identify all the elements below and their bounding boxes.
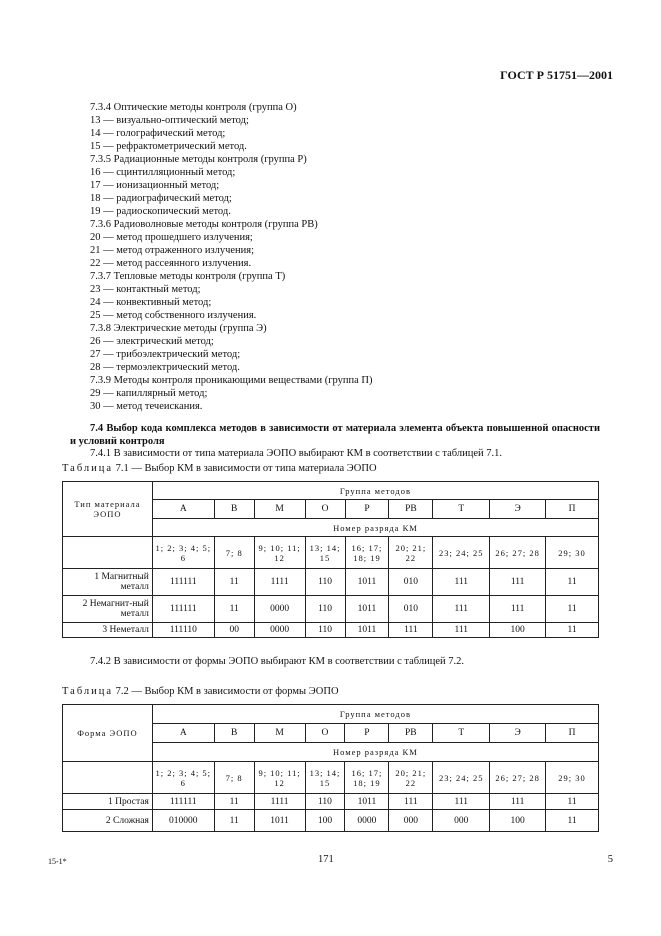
value-cell: 11 [546,569,599,596]
number-cell: 7; 8 [214,762,254,794]
row-label: 3 Неметалл [63,623,153,638]
list-line: 7.3.7 Тепловые методы контроля (группа Т) [90,271,286,282]
list-line: 26 — электрический метод; [90,336,214,347]
table-7-1 [62,481,599,638]
list-line: 16 — сцинтилляционный метод; [90,167,236,178]
number-cell: 16; 17; 18; 19 [345,537,389,569]
list-line: 24 — конвективный метод; [90,297,212,308]
value-cell: 110 [305,623,345,638]
value-cell: 010 [389,596,433,623]
caption-label: Таблица [62,463,114,474]
value-cell: 1011 [345,623,389,638]
group-cell: А [152,500,214,519]
group-cell: Э [490,500,546,519]
value-cell: 11 [214,810,254,832]
number-cell: 26; 27; 28 [490,537,546,569]
number-header: Номер разряда КМ [152,743,598,762]
value-cell: 100 [490,810,546,832]
group-cell: В [214,500,254,519]
number-cell: 1; 2; 3; 4; 5; 6 [152,537,214,569]
number-cell: 29; 30 [546,762,599,794]
value-cell: 111110 [152,623,214,638]
footer-mark: 15-1* [48,857,67,866]
group-cell: Э [490,724,546,743]
number-cell: 7; 8 [214,537,254,569]
value-cell: 0000 [345,810,389,832]
group-cell: М [254,724,305,743]
list-line: 17 — ионизационный метод; [90,180,220,191]
value-cell: 111 [433,794,490,810]
number-cell: 23; 24; 25 [433,537,490,569]
list-line: 19 — радиоскопический метод. [90,206,231,217]
group-cell: О [305,724,345,743]
number-cell: 20; 21; 22 [389,762,433,794]
group-cell: О [305,500,345,519]
table-7-2 [62,704,599,832]
section-7-4-heading: 7.4 Выбор кода комплекса методов в зависимости от материала элемента объекта повышенной опасности и условий контроля [70,423,600,447]
list-line: 13 — визуально-оптический метод; [90,115,249,126]
number-header: Номер разряда КМ [152,519,598,537]
value-cell: 1111 [254,794,305,810]
paragraph-7-4-2: 7.4.2 В зависимости от формы ЭОПО выбирают КМ в соответствии с таблицей 7.2. [90,656,464,667]
method-list [90,101,610,413]
value-cell: 111 [389,794,433,810]
number-cell: 13; 14; 15 [305,537,345,569]
value-cell: 11 [546,794,599,810]
list-line: 27 — трибоэлектрический метод; [90,349,241,360]
group-cell: РВ [389,500,433,519]
group-cell: Р [345,724,389,743]
value-cell: 000 [433,810,490,832]
value-cell: 111111 [152,596,214,623]
value-cell: 111 [389,623,433,638]
list-line: 7.3.6 Радиоволновые методы контроля (группа РВ) [90,219,318,230]
page-number-center: 171 [318,854,334,865]
value-cell: 11 [546,596,599,623]
value-cell: 11 [546,810,599,832]
number-cell: 29; 30 [546,537,599,569]
group-cell: Р [345,500,389,519]
table-corner: Форма ЭОПО [63,705,153,762]
caption-text: 7.2 — Выбор КМ в зависимости от формы ЭОПО [115,686,339,697]
value-cell: 111 [433,569,490,596]
value-cell: 11 [214,794,254,810]
row-label: 1 Магнитный металл [63,569,153,596]
number-cell: 9; 10; 11; 12 [254,762,305,794]
list-line: 25 — метод собственного излучения. [90,310,257,321]
number-cell: 13; 14; 15 [305,762,345,794]
list-line: 7.3.5 Радиационные методы контроля (группа Р) [90,154,307,165]
value-cell: 100 [490,623,546,638]
value-cell: 0000 [254,596,305,623]
group-cell: П [546,724,599,743]
list-line: 20 — метод прошедшего излучения; [90,232,253,243]
paragraph-7-4-1: 7.4.1 В зависимости от типа материала ЭОПО выбирают КМ в соответствии с таблицей 7.1. [90,448,502,459]
group-cell: П [546,500,599,519]
group-cell: А [152,724,214,743]
value-cell: 11 [214,569,254,596]
list-line: 7.3.8 Электрические методы (группа Э) [90,323,267,334]
caption-label: Таблица [62,686,114,697]
table-7-1-caption [62,463,377,474]
value-cell: 1011 [345,596,389,623]
number-cell: 20; 21; 22 [389,537,433,569]
value-cell: 100 [305,810,345,832]
value-cell: 1111 [254,569,305,596]
value-cell: 1011 [254,810,305,832]
list-line: 7.3.9 Методы контроля проникающими веществами (группа П) [90,375,373,386]
value-cell: 010 [389,569,433,596]
value-cell: 010000 [152,810,214,832]
list-line: 29 — капиллярный метод; [90,388,208,399]
value-cell: 110 [305,596,345,623]
list-line: 22 — метод рассеянного излучения. [90,258,252,269]
list-line: 21 — метод отраженного излучения; [90,245,255,256]
value-cell: 111 [490,596,546,623]
value-cell: 1011 [345,794,389,810]
value-cell: 111111 [152,569,214,596]
group-header: Группа методов [152,705,598,724]
list-line: 14 — голографический метод; [90,128,226,139]
empty-cell [63,762,153,794]
number-cell: 9; 10; 11; 12 [254,537,305,569]
document-code: ГОСТ Р 51751—2001 [500,68,613,82]
group-cell: В [214,724,254,743]
value-cell: 111111 [152,794,214,810]
value-cell: 111 [433,623,490,638]
empty-cell [63,537,153,569]
value-cell: 111 [490,569,546,596]
group-header: Группа методов [152,482,598,500]
list-line: 28 — термоэлектрический метод. [90,362,240,373]
group-cell: Т [433,500,490,519]
table-corner: Тип материала ЭОПО [63,482,153,537]
group-cell: РВ [389,724,433,743]
value-cell: 0000 [254,623,305,638]
group-cell: М [254,500,305,519]
list-line: 23 — контактный метод; [90,284,201,295]
value-cell: 11 [546,623,599,638]
value-cell: 000 [389,810,433,832]
list-line: 18 — радиографический метод; [90,193,232,204]
number-cell: 26; 27; 28 [490,762,546,794]
value-cell: 1011 [345,569,389,596]
list-line: 15 — рефрактометрический метод. [90,141,247,152]
group-cell: Т [433,724,490,743]
value-cell: 111 [433,596,490,623]
number-cell: 23; 24; 25 [433,762,490,794]
value-cell: 111 [490,794,546,810]
caption-text: 7.1 — Выбор КМ в зависимости от типа материала ЭОПО [115,463,377,474]
value-cell: 110 [305,794,345,810]
list-line: 30 — метод течеискания. [90,401,203,412]
value-cell: 11 [214,596,254,623]
row-label: 2 Сложная [63,810,153,832]
row-label: 1 Простая [63,794,153,810]
value-cell: 110 [305,569,345,596]
number-cell: 16; 17; 18; 19 [345,762,389,794]
value-cell: 00 [214,623,254,638]
list-line: 7.3.4 Оптические методы контроля (группа О) [90,102,297,113]
page-number: 5 [607,854,613,865]
table-7-2-caption [62,686,339,697]
row-label: 2 Немагнит-ный металл [63,596,153,623]
number-cell: 1; 2; 3; 4; 5; 6 [152,762,214,794]
